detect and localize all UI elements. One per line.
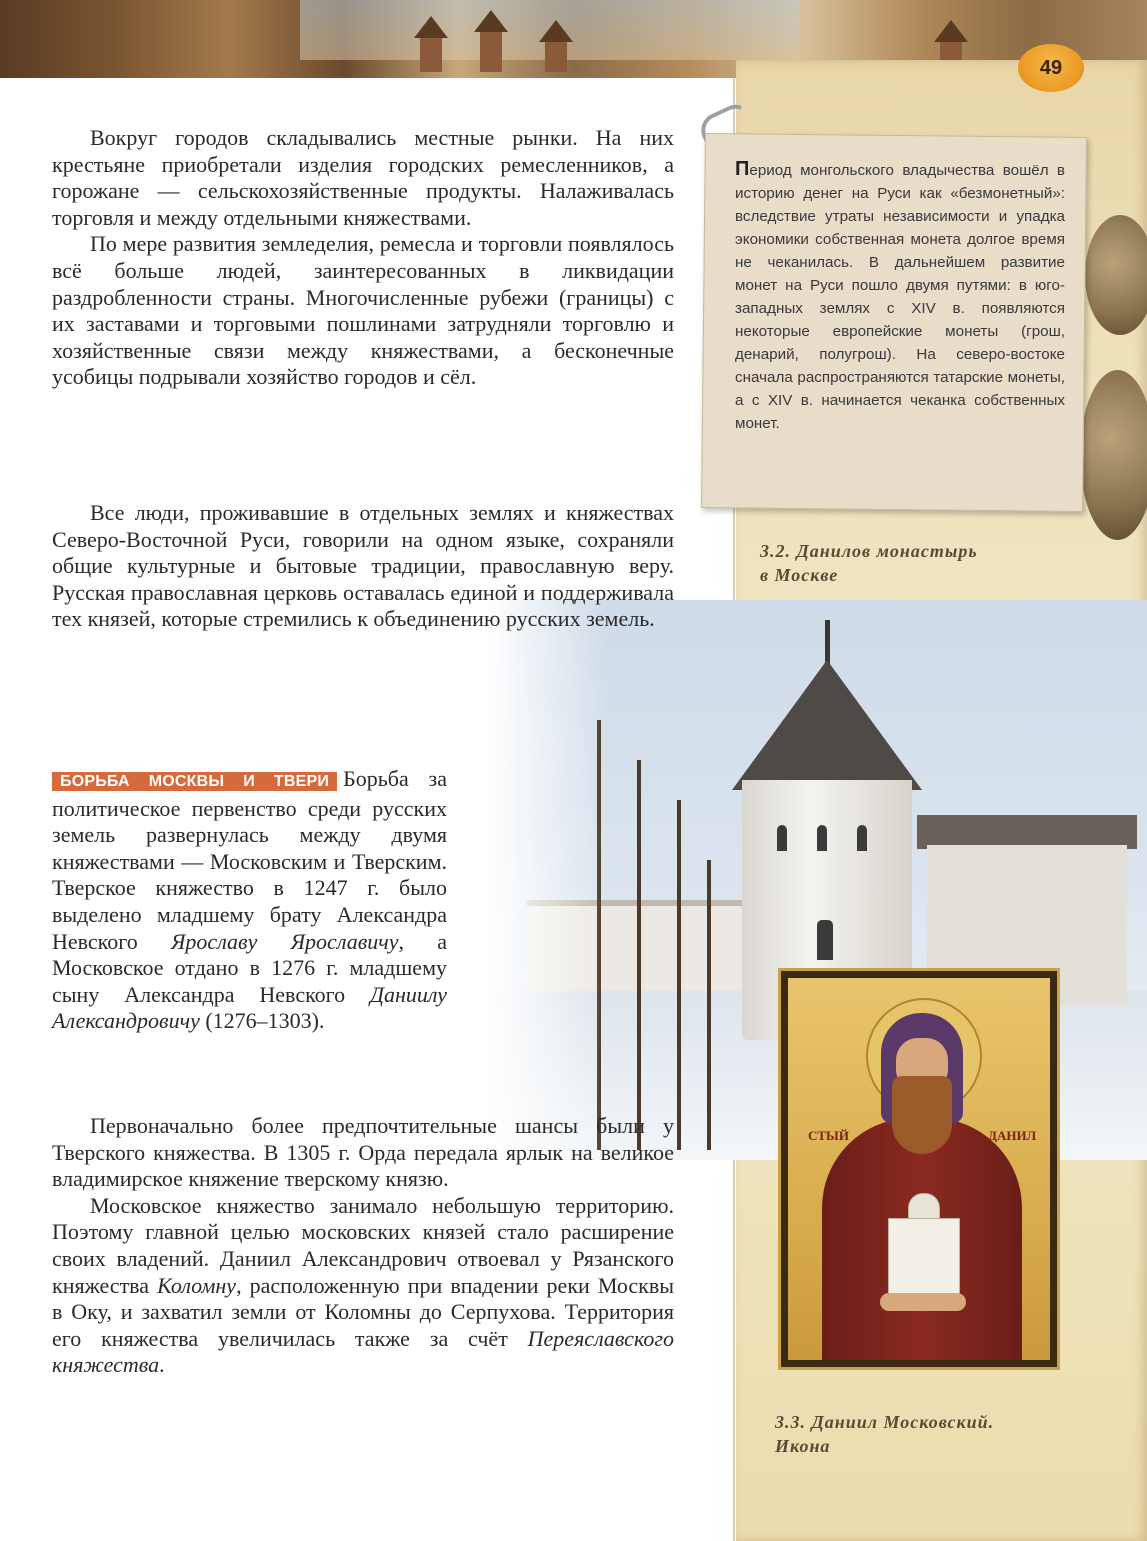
main-text-bottom <box>52 1113 674 1379</box>
photo-tree <box>637 760 641 1150</box>
photo-window <box>817 920 833 960</box>
banner-tower-3 <box>545 42 567 72</box>
paragraph-4-part-c: (1276–1303). <box>199 1008 325 1034</box>
paragraph-6-part-b: , расположенную при впадении реки Москвы в Оку, и захватил земли от Коломны до Серпухова. Территория его княжества увеличилась также за счёт <box>52 1272 675 1351</box>
paragraph-3: Все люди, проживавшие в отдельных землях и княжествах Северо-Восточной Руси, говорили на одном языке, сохраняли общие культурные и бытовые традиции, православную веру. Русская православная церковь оставалась единой и поддерживала тех князей, которые стремились к объединению русских земель. <box>52 500 674 632</box>
caption-figure-3-3-line2: Икона <box>775 1436 831 1456</box>
photo-window <box>817 825 827 851</box>
paragraph-6-part-a: Московское княжество занимало небольшую территорию. Поэтому главной целью московских князей стало расширение своих владений. Даниил Александрович отвоевал у Рязанского княжества <box>52 1192 674 1298</box>
note-text <box>735 158 1065 435</box>
page-number: 49 <box>1018 44 1084 92</box>
icon-inscription-right: ДАНИЛ <box>988 1128 1037 1143</box>
paragraph-6-place-1: Коломну <box>157 1272 237 1298</box>
caption-figure-3-2-line1: 3.2. Данилов монастырь <box>760 541 978 561</box>
paragraph-6-part-c: . <box>159 1352 165 1378</box>
paragraph-1: Вокруг городов складывались местные рынки. На них крестьяне приобретали изделия городских ремесленников, а горожане — сельскохозяйственные продукты. Налаживалась торговля и между отдельными княжествами. <box>52 125 674 230</box>
paragraph-5: Первоначально более предпочтительные шансы были у Тверского княжества. В 1305 г. Орда передала ярлык на великое владимирское княжение тверскому князю. <box>52 1113 674 1192</box>
caption-figure-3-3 <box>775 1410 994 1458</box>
note-body: ериод монгольского владычества вошёл в историю денег на Руси как «безмонетный»: вследствие утраты независимости и упадка экономики собственная монета долгое время не чеканилась. В дальнейшем развитие монет на Руси пошло двумя путями: в юго-западных землях с XIV в. появляются некоторые европейские монеты (грош, денарий, полугрош). На северо-востоке сначала распространяются татарские монеты, а с XIV в. начинается чеканка собственных монет. <box>735 162 1065 432</box>
caption-figure-3-2 <box>760 539 978 587</box>
paragraph-6-place-2: Переяславского княжества <box>52 1325 674 1378</box>
main-text-top <box>52 125 674 391</box>
photo-window <box>857 825 867 851</box>
section-heading: БОРЬБА МОСКВЫ И ТВЕРИ <box>52 772 337 791</box>
banner-tower-2 <box>480 32 502 72</box>
caption-figure-3-2-line2: в Москве <box>760 565 839 585</box>
icon-beard <box>892 1076 952 1154</box>
photo-building-roof <box>917 815 1137 849</box>
paragraph-4-name-2: Даниилу Александровичу <box>52 981 447 1034</box>
banner-tower-1 <box>420 38 442 72</box>
coin-image-1 <box>1085 215 1147 335</box>
photo-window <box>777 825 787 851</box>
daniil-icon-image <box>778 968 1060 1370</box>
paragraph-4 <box>52 766 447 1035</box>
paragraph-2: По мере развития земледелия, ремесла и торговли появлялось всё больше людей, заинтересованных в ликвидации раздробленности страны. Многочисленные рубежи (границы) с их заставами и торговыми пошлинами затрудняли торговлю и хозяйственные связи между княжествами, а бесконечные усобицы подрывали хозяйство городов и сёл. <box>52 231 674 390</box>
paragraph-4-part-b: , а Московское отдано в 1276 г. младшему сыну Александра Невского <box>52 928 447 1007</box>
photo-spire <box>825 620 830 665</box>
photo-tree <box>597 720 601 1150</box>
icon-hands <box>880 1293 966 1311</box>
photo-tree <box>677 800 681 1150</box>
photo-tower-roof <box>732 660 922 790</box>
paragraph-6 <box>52 1193 674 1379</box>
caption-figure-3-3-line1: 3.3. Даниил Московский. <box>775 1412 995 1432</box>
icon-church <box>888 1218 960 1300</box>
icon-panel <box>788 978 1050 1360</box>
main-text-p4 <box>52 766 447 1035</box>
icon-inscription-left: СТЫЙ <box>808 1128 849 1143</box>
coin-image-2 <box>1080 370 1147 540</box>
photo-tree <box>707 860 711 1150</box>
main-text-p3 <box>52 500 674 633</box>
paragraph-4-name-1: Ярославу Ярославичу <box>170 928 399 954</box>
note-drop-letter: П <box>735 158 750 180</box>
paragraph-4-part-a: Борьба за политическое первенство среди русских земель развернулась между двумя княжествами — Московским и Тверским. Тверское княжество в 1247 г. было выделено младшему брату Александра Невского <box>52 766 447 954</box>
